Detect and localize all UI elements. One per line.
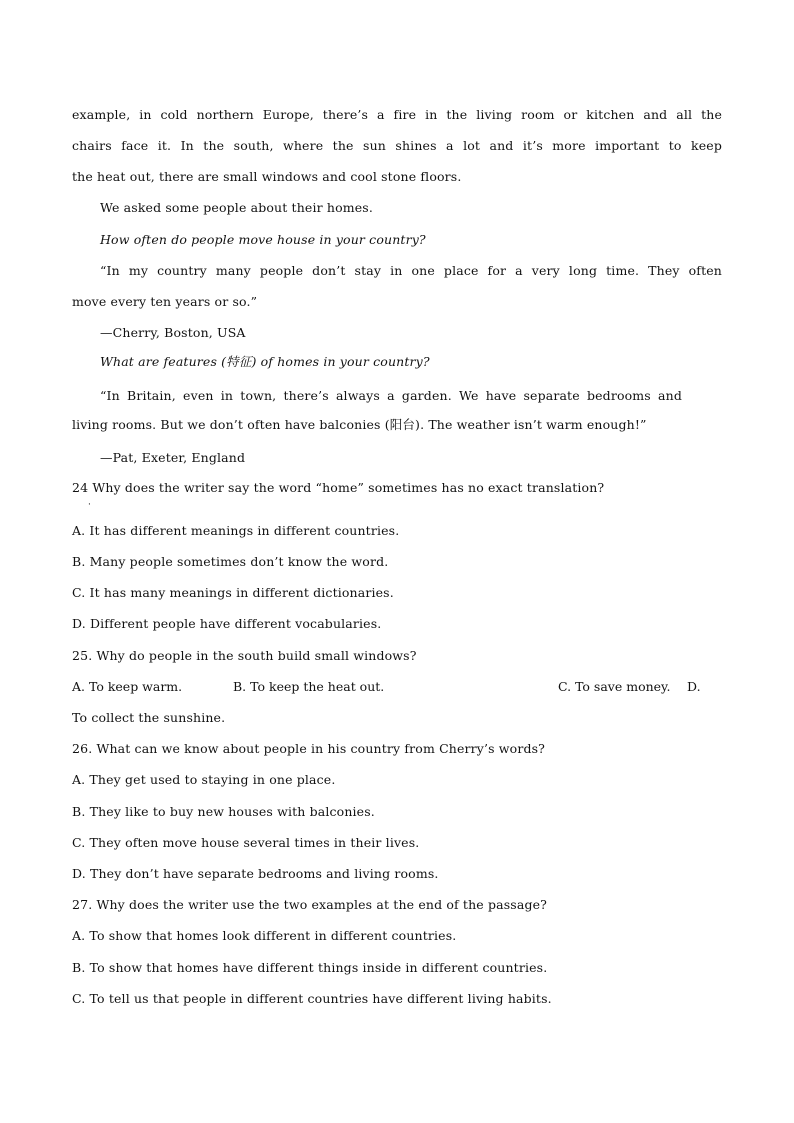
question-25-option-a: A. To keep warm.: [72, 679, 183, 694]
answer-2-line-1: “In Britain, even in town, there’s always a garden. We have separate bedrooms and: [100, 388, 682, 403]
question-25-option-d-label: D.: [687, 679, 701, 694]
question-26-stem: 26. What can we know about people in his country from Cherry’s words?: [72, 741, 546, 756]
question-25-option-d-text: To collect the sunshine.: [72, 710, 226, 725]
question-26-option-c: C. They often move house several times in their lives.: [72, 835, 420, 850]
question-25-options-row: [72, 679, 722, 695]
question-24-option-b: B. Many people sometimes don’t know the word.: [72, 554, 389, 569]
question-25-option-c: C. To save money.: [558, 679, 671, 694]
question-25-stem: 25. Why do people in the south build small windows?: [72, 648, 417, 663]
question-27-stem: 27. Why does the writer use the two examples at the end of the passage?: [72, 897, 547, 912]
question-24-option-d: D. Different people have different vocabularies.: [72, 616, 382, 631]
passage-line-2: chairs face it. In the south, where the sun shines a lot and it’s more important to keep: [72, 138, 722, 153]
question-24-option-c: C. It has many meanings in different dictionaries.: [72, 585, 394, 600]
interview-question-2: What are features (特征) of homes in your country?: [100, 354, 430, 369]
stray-mark: ·: [88, 500, 91, 510]
question-26-option-b: B. They like to buy new houses with balconies.: [72, 804, 375, 819]
question-27-option-c: C. To tell us that people in different countries have different living habits.: [72, 991, 552, 1006]
passage-line-3: the heat out, there are small windows and cool stone floors.: [72, 169, 462, 184]
answer-2-line-2: living rooms. But we don’t often have balconies (阳台). The weather isn’t warm enough!”: [72, 417, 647, 432]
question-25-option-b: B. To keep the heat out.: [233, 679, 385, 694]
question-24-option-a: A. It has different meanings in different countries.: [72, 523, 400, 538]
answer-2-source: —Pat, Exeter, England: [100, 450, 246, 465]
interview-question-1: How often do people move house in your country?: [100, 232, 426, 247]
question-27-option-b: B. To show that homes have different things inside in different countries.: [72, 960, 548, 975]
question-26-option-a: A. They get used to staying in one place.: [72, 772, 336, 787]
passage-intro: We asked some people about their homes.: [100, 200, 373, 215]
question-24-stem: 24 Why does the writer say the word “home” sometimes has no exact translation?: [72, 480, 605, 495]
passage-line-1: example, in cold northern Europe, there’s a fire in the living room or kitchen and all the: [72, 107, 722, 122]
question-27-option-a: A. To show that homes look different in different countries.: [72, 928, 457, 943]
answer-1-line-1: “In my country many people don’t stay in one place for a very long time. They often: [100, 263, 722, 278]
answer-1-source: —Cherry, Boston, USA: [100, 325, 246, 340]
question-26-option-d: D. They don’t have separate bedrooms and living rooms.: [72, 866, 439, 881]
answer-1-line-2: move every ten years or so.”: [72, 294, 258, 309]
